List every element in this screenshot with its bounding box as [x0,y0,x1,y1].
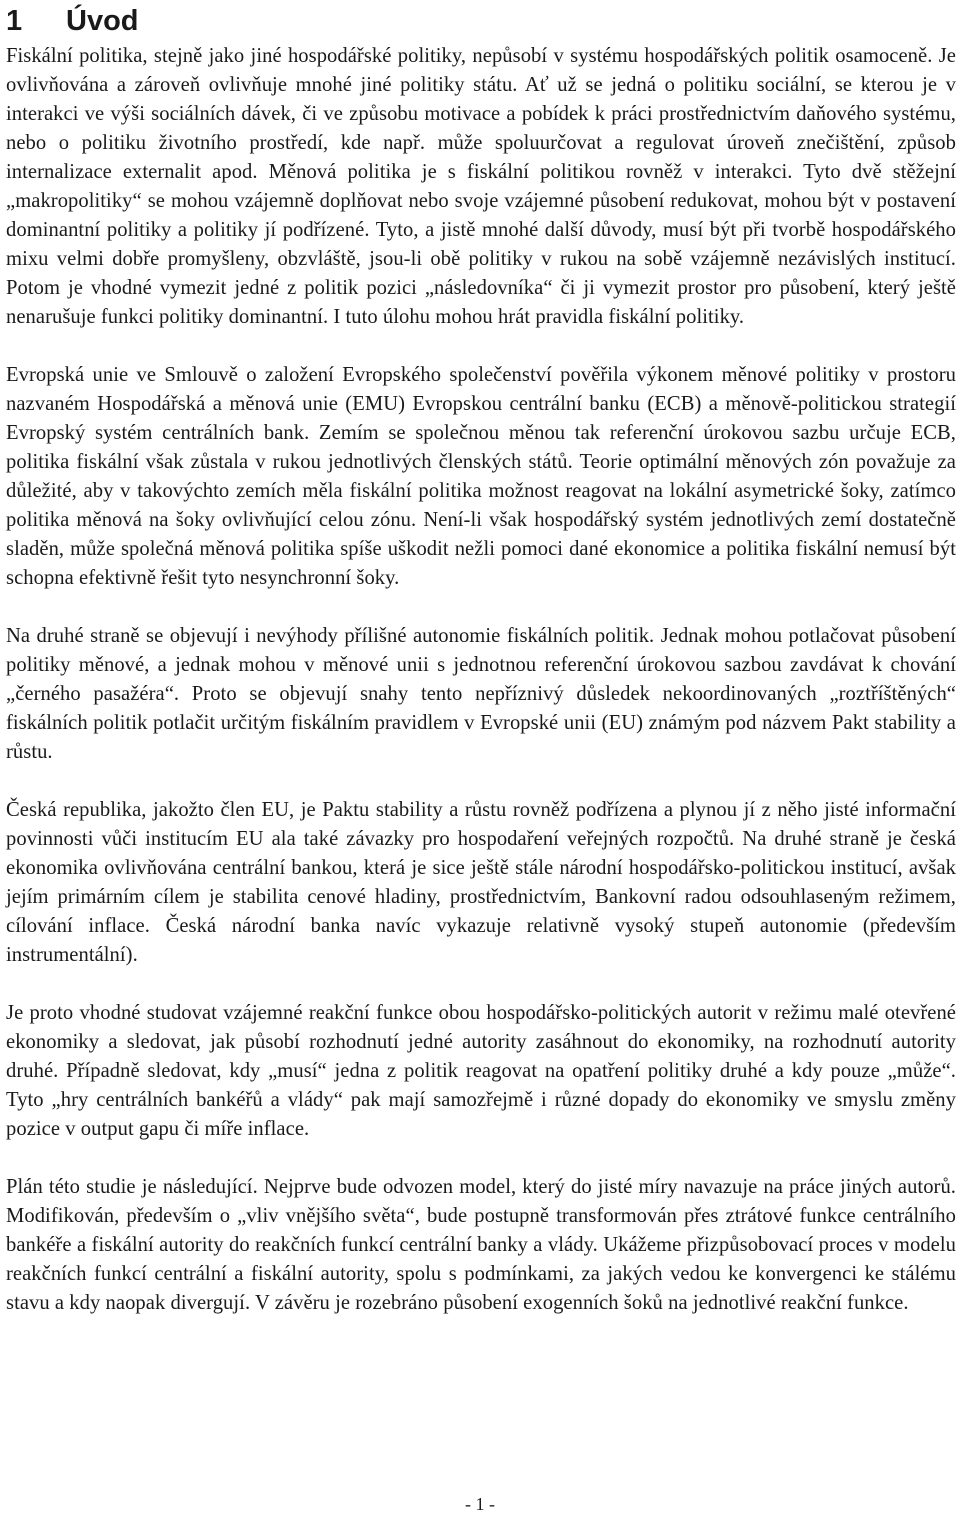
page-number: - 1 - [465,1494,495,1514]
paragraph-disadvantages: Na druhé straně se objevují i nevýhody přílišné autonomie fiskálních politik. Jednak mohou potlačovat působení politiky měnové, a jednak mohou v měnové unii s jednotnou referenční úrokovou sazbou zavdávat k chování „černého pasažéra“. Proto se objevují snahy tento nepříznivý důsledek nekoordinovaných „roztříštěných“ fiskálních politik potlačit určitým fiskálním pravidlem v Evropské unii (EU) známým pod názvem Pakt stability a růstu. [6,625,956,763]
paragraph-intro: Fiskální politika, stejně jako jiné hospodářské politiky, nepůsobí v systému hospodářských politik osamoceně. Je ovlivňována a zároveň ovlivňuje mnohé jiné politiky státu. Ať už se jedná o politiku sociální, se kterou je v interakci ve výši sociálních dávek, či ve způsobu motivace a pobídek k práci prostřednictvím daňového systému, nebo o politiku životního prostředí, kde např. může spoluurčovat a regulovat úroveň znečištění, způsob internalizace externalit apod. Měnová politika je s fiskální politikou rovněž v interakci. Tyto dvě stěžejní „makropolitiky“ se mohou vzájemně doplňovat nebo svoje vzájemné působení redukovat, mohou být v postavení dominantní politiky a politiky jí podřízené. Tyto, a jistě mnohé další důvody, musí být při tvorbě hospodářského mixu velmi dobře promyšleny, obzvláště, jsou-li obě politiky v rukou na sobě vzájemně nezávislých institucí. Potom je vhodné vymezit jedné z politik pozici „následovníka“ či ji vymezit prostor pro působení, který ještě nenarušuje funkci politiky dominantní. I tuto úlohu mohou hrát pravidla fiskální politiky. [6,45,956,328]
section-title: Úvod [66,5,139,37]
section-heading [6,2,956,40]
section-number: 1 [6,5,23,37]
paragraph-reaction-functions: Je proto vhodné studovat vzájemné reakční funkce obou hospodářsko-politických autorit v režimu malé otevřené ekonomiky a sledovat, jak působí rozhodnutí jedné autority zasáhnout do ekonomiky, na rozhodnutí autority druhé. Případně sledovat, kdy „musí“ jedna z politik reagovat na opatření politiky druhé a kdy pouze „může“. Tyto „hry centrálních bankéřů a vlády“ pak mají samozřejmě i různé dopady do ekonomiky ve smyslu změny pozice v output gapu či míře inflace. [6,1002,956,1140]
paragraph-eu-monetary: Evropská unie ve Smlouvě o založení Evropského společenství pověřila výkonem měnové politiky v prostoru nazvaném Hospodářská a měnová unie (EMU) Evropskou centrální banku (ECB) a měnově-politickou strategií Evropský systém centrálních bank. Zemím se společnou měnou tak referenční úrokovou sazbu určuje ECB, politika fiskální však zůstala v rukou jednotlivých členských států. Teorie optimální měnových zón považuje za důležité, aby v takovýchto zemích měla fiskální politika možnost reagovat na lokální asymetrické šoky, zatímco politika měnová na šoky ovlivňující celou zónu. Není-li však hospodářský systém jednotlivých zemí dostatečně sladěn, může společná měnová politika spíše uškodit nežli pomoci dané ekonomice a politika fiskální nemusí být schopna efektivně řešit tyto nesynchronní šoky. [6,364,956,589]
document-page [6,0,956,1347]
paragraph-study-plan: Plán této studie je následující. Nejprve bude odvozen model, který do jisté míry navazuje na práce jiných autorů. Modifikován, především o „vliv vnějšího světa“, bude postupně transformován přes ztrátové funkce centrálního bankéře a fiskální autority do reakčních funkcí centrální banky a vlády. Ukážeme přizpůsobovací proces v modelu reakčních funkcí centrální a fiskální autority, spolu s podmínkami, za jakých vedou ke konvergenci ke stálému stavu a kdy naopak divergují. V závěru je rozebráno působení exogenních šoků na jednotlivé reakční funkce. [6,1176,956,1314]
paragraph-czech-republic: Česká republika, jakožto člen EU, je Paktu stability a růstu rovněž podřízena a plynou jí z něho jisté informační povinnosti vůči institucím EU ala také závazky pro hospodaření veřejných rozpočtů. Na druhé straně je česká ekonomika ovlivňována centrální bankou, která je sice ještě stále národní hospodářsko-politickou institucí, avšak jejím primárním cílem je stabilita cenové hladiny, prostřednictvím, Bankovní radou odsouhlaseným režimem, cílování inflace. Česká národní banka navíc vykazuje relativně vysoký stupeň autonomie (především instrumentální). [6,799,956,966]
